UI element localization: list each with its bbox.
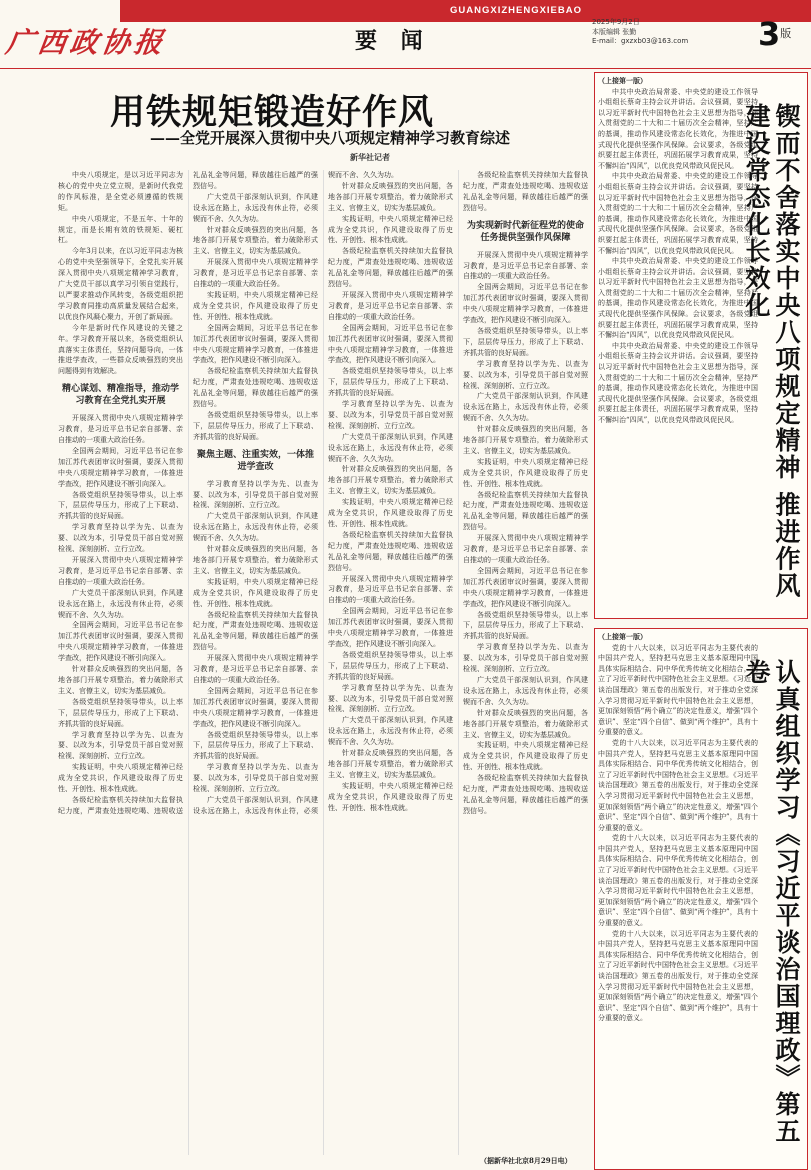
issue-info xyxy=(592,18,688,47)
article-paragraph: 针对群众反映强烈的突出问题，各地各部门开展专项整治，着力破除形式主义、官僚主义，切实为基层减负。 xyxy=(328,181,453,212)
editor-line: 本版编辑 张勤 xyxy=(592,27,637,36)
email-line: E-mail：gxzxb03@163.com xyxy=(592,37,689,45)
article-paragraph: 实践证明，中央八项规定精神已经成为全党共识，作风建设取得了历史性、开创性、根本性成就。 xyxy=(463,741,588,772)
article-paragraph: 针对群众反映强烈的突出问题，各地各部门开展专项整治，着力破除形式主义、官僚主义，切实为基层减负。 xyxy=(193,545,318,575)
sidebar-title: 锲而不舍落实中央八项规定精神 推进作风建设常态化长效化 xyxy=(742,103,801,600)
article-paragraph: 广大党员干部深刻认识到，作风建设永远在路上，永远没有休止符，必须锲而不舍、久久为功。 xyxy=(193,512,318,543)
article-paragraph: 针对群众反映强烈的突出问题，各地各部门开展专项整治，着力破除形式主义、官僚主义，切实为基层减负。 xyxy=(193,225,318,256)
article-paragraph: 全国两会期间，习近平总书记在参加江苏代表团审议时强调，要深入贯彻中央八项规定精神学习教育，一体推进学查改，把作风建设不断引向深入。 xyxy=(58,446,183,488)
article-paragraph: 开展深入贯彻中央八项规定精神学习教育，是习近平总书记亲自部署、亲自推动的一项重大政治任务。 xyxy=(463,534,588,564)
article-paragraph: 各级党组织坚持领导带头，以上率下，层层传导压力，形成了上下联动、齐抓共管的良好局面。 xyxy=(463,610,588,641)
article-paragraph: 学习教育坚持以学为先、以查为要、以改为本，引导党员干部自觉对照检视、深刻剖析、立行立改。 xyxy=(328,683,453,714)
sidebar-source-label: （上接第一版） xyxy=(598,632,647,641)
article-paragraph: 广大党员干部深刻认识到，作风建设永远在路上，永远没有休止符，必须锲而不舍、久久为功。 xyxy=(58,588,183,619)
sidebar-paragraph: 党的十八大以来，以习近平同志为主要代表的中国共产党人，坚持把马克思主义基本原理同中国具体实际相结合、同中华优秀传统文化相结合，创立了习近平新时代中国特色社会主义思想。《习近平谈治国理政》第五卷的出版发行，对于推动全党深入学习贯彻习近平新时代中国特色社会主义思想，更加深刻领悟“两个确立”的决定性意义，增强“四个意识”、坚定“四个自信”、做到“两个维护”，具有十分重要的意义。 xyxy=(598,738,758,832)
article-paragraph: 全国两会期间，习近平总书记在参加江苏代表团审议时强调，要深入贯彻中央八项规定精神学习教育，一体推进学查改，把作风建设不断引向深入。 xyxy=(463,283,588,325)
article-paragraph: 各级党组织坚持领导带头，以上率下，层层传导压力，形成了上下联动、齐抓共管的良好局面。 xyxy=(193,730,318,761)
header-bar xyxy=(120,0,811,22)
article-paragraph: 针对群众反映强烈的突出问题，各地各部门开展专项整治，着力破除形式主义、官僚主义，切实为基层减负。 xyxy=(463,425,588,455)
article-paragraph: 各级党组织坚持领导带头，以上率下，层层传导压力，形成了上下联动、齐抓共管的良好局面。 xyxy=(193,410,318,441)
sidebar-paragraph: 党的十八大以来，以习近平同志为主要代表的中国共产党人，坚持把马克思主义基本原理同中国具体实际相结合、同中华优秀传统文化相结合，创立了习近平新时代中国特色社会主义思想。《习近平谈治国理政》第五卷的出版发行，对于推动全党深入学习贯彻习近平新时代中国特色社会主义思想，更加深刻领悟“两个确立”的决定性意义，增强“四个意识”、坚定“四个自信”、做到“两个维护”，具有十分重要的意义。 xyxy=(598,834,758,928)
article-byline: 新华社记者 xyxy=(350,152,390,162)
article-paragraph: 广大党员干部深刻认识到，作风建设永远在路上，永远没有休止符，必须锲而不舍、久久为功。 xyxy=(463,392,588,423)
article-paragraph: 学习教育坚持以学为先、以查为要、以改为本，引导党员干部自觉对照检视、深刻剖析、立行立改。 xyxy=(193,479,318,510)
article-paragraph: 广大党员干部深刻认识到，作风建设永远在路上，永远没有休止符，必须锲而不舍、久久为功。 xyxy=(328,716,453,747)
article-paragraph: 实践证明，中央八项规定精神已经成为全党共识，作风建设取得了历史性、开创性、根本性成就。 xyxy=(193,577,318,608)
sidebar-paragraph: 中共中央政治局常委、中央党的建设工作领导小组组长蔡奇主持会议并讲话。会议强调，要坚持以习近平新时代中国特色社会主义思想为指导，深入贯彻党的二十大和二十届历次全会精神，坚持严的基调，推动作风建设常态化长效化，为推进中国式现代化提供坚强作风保障。会议要求，各级党组织要扛起主体责任，巩固拓展学习教育成果，坚持不懈纠治“四风”，以优良党风带政风促民风。 xyxy=(598,257,758,340)
article-paragraph: 学习教育坚持以学为先、以查为要、以改为本，引导党员干部自觉对照检视、深刻剖析、立行立改。 xyxy=(58,730,183,761)
article-paragraph: 开展深入贯彻中央八项规定精神学习教育，是习近平总书记亲自部署、亲自推动的一项重大政治任务。 xyxy=(463,250,588,281)
article-paragraph: 中央八项规定，不是五年、十年的规定，而是长期有效的铁规矩、硬杠杠。 xyxy=(58,214,183,245)
article-paragraph: 各级纪检监察机关持续加大监督执纪力度，严肃查处违规吃喝、违规收送礼品礼金等问题，释放越往后越严的强烈信号。 xyxy=(193,367,318,409)
article-paragraph: 针对群众反映强烈的突出问题，各地各部门开展专项整治，着力破除形式主义、官僚主义，切实为基层减负。 xyxy=(463,708,588,739)
sidebar-paragraph: 中共中央政治局常委、中央党的建设工作领导小组组长蔡奇主持会议并讲话。会议强调，要坚持以习近平新时代中国特色社会主义思想为指导，深入贯彻党的二十大和二十届历次全会精神，坚持严的基调，推动作风建设常态化长效化，为推进中国式现代化提供坚强作风保障。会议要求，各级党组织要扛起主体责任，巩固拓展学习教育成果，坚持不懈纠治“四风”，以优良党风带政风促民风。 xyxy=(598,87,758,170)
article-paragraph: 今年是新时代作风建设的关键之年。学习教育开展以来，各级党组织认真落实主体责任，坚持问题导向，一体推进学查改，一些群众反映强烈的突出问题得到有效解决。 xyxy=(58,323,183,376)
article-paragraph: 针对群众反映强烈的突出问题，各地各部门开展专项整治，着力破除形式主义、官僚主义，切实为基层减负。 xyxy=(328,749,453,779)
paper-logo: 广西政协报 xyxy=(3,26,169,59)
article-headline: 用铁规矩锻造好作风 xyxy=(110,92,435,133)
article-paragraph: 全国两会期间，习近平总书记在参加江苏代表团审议时强调，要深入贯彻中央八项规定精神学习教育，一体推进学查改，把作风建设不断引向深入。 xyxy=(328,323,453,365)
page-number xyxy=(758,15,791,53)
article-paragraph: 各级党组织坚持领导带头，以上率下，层层传导压力，形成了上下联动、齐抓共管的良好局面。 xyxy=(58,697,183,728)
article-paragraph: 实践证明，中央八项规定精神已经成为全党共识，作风建设取得了历史性、开创性、根本性成就。 xyxy=(328,214,453,245)
header-divider xyxy=(0,68,811,69)
article-paragraph: 各级党组织坚持领导带头，以上率下，层层传导压力，形成了上下联动、齐抓共管的良好局面。 xyxy=(328,367,453,398)
article-paragraph: 学习教育坚持以学为先、以查为要、以改为本，引导党员干部自觉对照检视、深刻剖析、立行立改。 xyxy=(463,643,588,674)
article-paragraph: 各级纪检监察机关持续加大监督执纪力度，严肃查处违规吃喝、违规收送礼品礼金等问题，释放越往后越严的强烈信号。 xyxy=(463,490,588,532)
article-paragraph: 各级党组织坚持领导带头，以上率下，层层传导压力，形成了上下联动、齐抓共管的良好局面。 xyxy=(328,650,453,681)
article-paragraph: 各级纪检监察机关持续加大监督执纪力度，严肃查处违规吃喝、违规收送礼品礼金等问题，释放越往后越严的强烈信号。 xyxy=(58,171,318,815)
article-credit: （据新华社北京8月29日电） xyxy=(480,1156,572,1165)
article-paragraph: 各级党组织坚持领导带头，以上率下，层层传导压力，形成了上下联动、齐抓共管的良好局面。 xyxy=(58,490,183,521)
article-paragraph: 实践证明，中央八项规定精神已经成为全党共识，作风建设取得了历史性、开创性、根本性成就。 xyxy=(328,781,453,812)
article-subheadline: ——全党开展深入贯彻中央八项规定精神学习教育综述 xyxy=(150,129,511,147)
article-paragraph: 开展深入贯彻中央八项规定精神学习教育，是习近平总书记亲自部署、亲自推动的一项重大政治任务。 xyxy=(328,290,453,321)
sidebar-paragraph: 党的十八大以来，以习近平同志为主要代表的中国共产党人，坚持把马克思主义基本原理同中国具体实际相结合、同中华优秀传统文化相结合，创立了习近平新时代中国特色社会主义思想。《习近平谈治国理政》第五卷的出版发行，对于推动全党深入学习贯彻习近平新时代中国特色社会主义思想，更加深刻领悟“两个确立”的决定性意义，增强“四个意识”、坚定“四个自信”、做到“两个维护”，具有十分重要的意义。 xyxy=(598,929,758,1023)
sidebar-body xyxy=(598,76,758,613)
page-suffix: 版 xyxy=(780,27,792,40)
article-paragraph: 广大党员干部深刻认识到，作风建设永远在路上，永远没有休止符，必须锲而不舍、久久为功。 xyxy=(328,432,453,463)
article-body xyxy=(58,170,588,1155)
sidebar-body xyxy=(598,632,758,1164)
article-paragraph: 各级纪检监察机关持续加大监督执纪力度，严肃查处违规吃喝、违规收送礼品礼金等问题，释放越往后越严的强烈信号。 xyxy=(193,610,318,652)
article-paragraph: 各级纪检监察机关持续加大监督执纪力度，严肃查处违规吃喝、违规收送礼品礼金等问题，释放越往后越严的强烈信号。 xyxy=(328,247,453,289)
paper-pinyin: GUANGXIZHENGXIEBAO xyxy=(450,5,583,16)
article-paragraph: 实践证明，中央八项规定精神已经成为全党共识，作风建设取得了历史性、开创性、根本性成就。 xyxy=(193,290,318,321)
article-paragraph: 全国两会期间，习近平总书记在参加江苏代表团审议时强调，要深入贯彻中央八项规定精神学习教育，一体推进学查改，把作风建设不断引向深入。 xyxy=(193,323,318,365)
article-paragraph: 各级纪检监察机关持续加大监督执纪力度，严肃查处违规吃喝、违规收送礼品礼金等问题，释放越往后越严的强烈信号。 xyxy=(463,774,588,815)
article-paragraph: 针对群众反映强烈的突出问题，各地各部门开展专项整治，着力破除形式主义、官僚主义，切实为基层减负。 xyxy=(58,665,183,695)
article-paragraph: 学习教育坚持以学为先、以查为要、以改为本，引导党员干部自觉对照检视、深刻剖析、立行立改。 xyxy=(463,359,588,390)
article-paragraph: 实践证明，中央八项规定精神已经成为全党共识，作风建设取得了历史性、开创性、根本性成就。 xyxy=(58,763,183,794)
article-paragraph: 全国两会期间，习近平总书记在参加江苏代表团审议时强调，要深入贯彻中央八项规定精神学习教育，一体推进学查改，把作风建设不断引向深入。 xyxy=(463,566,588,608)
article-paragraph: 广大党员干部深刻认识到，作风建设永远在路上，永远没有休止符，必须锲而不舍、久久为功。 xyxy=(463,675,588,706)
article-paragraph: 广大党员干部深刻认识到，作风建设永远在路上，永远没有休止符，必须锲而不舍、久久为功。 xyxy=(193,171,398,815)
issue-date: 2025年9月2日 xyxy=(592,18,640,26)
sidebar-paragraph: 党的十八大以来，以习近平同志为主要代表的中国共产党人，坚持把马克思主义基本原理同中国具体实际相结合、同中华优秀传统文化相结合，创立了习近平新时代中国特色社会主义思想。《习近平谈治国理政》第五卷的出版发行，对于推动全党深入学习贯彻习近平新时代中国特色社会主义思想，更加深刻领悟“两个确立”的决定性意义，增强“四个意识”、坚定“四个自信”、做到“两个维护”，具有十分重要的意义。 xyxy=(598,643,758,737)
section-heading: 精心谋划、精准指导，推动学习教育在全党扎实开展 xyxy=(61,384,179,407)
article-paragraph: 实践证明，中央八项规定精神已经成为全党共识，作风建设取得了历史性、开创性、根本性成就。 xyxy=(328,498,453,528)
article-paragraph: 开展深入贯彻中央八项规定精神学习教育，是习近平总书记亲自部署、亲自推动的一项重大政治任务。 xyxy=(58,556,183,586)
article-paragraph: 实践证明，中央八项规定精神已经成为全党共识，作风建设取得了历史性、开创性、根本性成就。 xyxy=(463,457,588,488)
article-paragraph: 学习教育坚持以学为先、以查为要、以改为本，引导党员干部自觉对照检视、深刻剖析、立行立改。 xyxy=(328,400,453,430)
article-paragraph: 开展深入贯彻中央八项规定精神学习教育，是习近平总书记亲自部署、亲自推动的一项重大政治任务。 xyxy=(193,654,318,684)
page-number-value: 3 xyxy=(758,15,781,53)
article-paragraph: 今年3月以来，在以习近平同志为核心的党中央坚强领导下，全党扎实开展深入贯彻中央八项规定精神学习教育，广大党员干部以真学习引领自觉践行，以严要求推动作风转变，各级党组织把学习教育同推动高质量发展结合起来，以优良作风凝心聚力，开创了新局面。 xyxy=(58,247,183,321)
section-heading: 为实现新时代新征程党的使命任务提供坚强作风保障 xyxy=(466,220,584,243)
sidebar-title: 认真组织学习《习近平谈治国理政》第五卷 xyxy=(742,659,801,1145)
article-paragraph: 开展深入贯彻中央八项规定精神学习教育，是习近平总书记亲自部署、亲自推动的一项重大政治任务。 xyxy=(328,574,453,605)
article-paragraph: 全国两会期间，习近平总书记在参加江苏代表团审议时强调，要深入贯彻中央八项规定精神学习教育，一体推进学查改，把作风建设不断引向深入。 xyxy=(58,621,183,663)
article-paragraph: 开展深入贯彻中央八项规定精神学习教育，是习近平总书记亲自部署、亲自推动的一项重大政治任务。 xyxy=(193,258,318,289)
article-paragraph: 各级纪检监察机关持续加大监督执纪力度，严肃查处违规吃喝、违规收送礼品礼金等问题，释放越往后越严的强烈信号。 xyxy=(328,530,453,572)
sidebar-paragraph: 中共中央政治局常委、中央党的建设工作领导小组组长蔡奇主持会议并讲话。会议强调，要坚持以习近平新时代中国特色社会主义思想为指导，深入贯彻党的二十大和二十届历次全会精神，坚持严的基调，推动作风建设常态化长效化，为推进中国式现代化提供坚强作风保障。会议要求，各级党组织要扛起主体责任，巩固拓展学习教育成果，坚持不懈纠治“四风”，以优良党风带政风促民风。 xyxy=(598,341,758,424)
article-paragraph: 中央八项规定，是以习近平同志为核心的党中央立党立规，是新时代我党的作风标准，是全党必须遵循的铁规矩。 xyxy=(58,171,183,212)
article-paragraph: 学习教育坚持以学为先、以查为要、以改为本，引导党员干部自觉对照检视、深刻剖析、立行立改。 xyxy=(193,763,318,794)
sidebar-box-1 xyxy=(594,72,808,619)
article-paragraph: 学习教育坚持以学为先、以查为要、以改为本，引导党员干部自觉对照检视、深刻剖析、立行立改。 xyxy=(58,523,183,554)
article-paragraph: 开展深入贯彻中央八项规定精神学习教育，是习近平总书记亲自部署、亲自推动的一项重大政治任务。 xyxy=(58,414,183,445)
sidebar-source-label: （上接第一版） xyxy=(598,76,647,85)
article-paragraph: 广大党员干部深刻认识到，作风建设永远在路上，永远没有休止符，必须锲而不舍、久久为功。 xyxy=(193,192,318,223)
article-paragraph: 各级党组织坚持领导带头，以上率下，层层传导压力，形成了上下联动、齐抓共管的良好局面。 xyxy=(463,326,588,357)
sidebar-paragraph: 中共中央政治局常委、中央党的建设工作领导小组组长蔡奇主持会议并讲话。会议强调，要坚持以习近平新时代中国特色社会主义思想为指导，深入贯彻党的二十大和二十届历次全会精神，坚持严的基调，推动作风建设常态化长效化，为推进中国式现代化提供坚强作风保障。会议要求，各级党组织要扛起主体责任，巩固拓展学习教育成果，坚持不懈纠治“四风”，以优良党风带政风促民风。 xyxy=(598,172,758,255)
article-paragraph: 全国两会期间，习近平总书记在参加江苏代表团审议时强调，要深入贯彻中央八项规定精神学习教育，一体推进学查改，把作风建设不断引向深入。 xyxy=(328,607,453,648)
article-paragraph: 针对群众反映强烈的突出问题，各地各部门开展专项整治，着力破除形式主义、官僚主义，切实为基层减负。 xyxy=(328,465,453,496)
article-paragraph: 各级纪检监察机关持续加大监督执纪力度，严肃查处违规吃喝、违规收送礼品礼金等问题，释放越往后越严的强烈信号。 xyxy=(463,171,588,212)
sidebar-box-2 xyxy=(594,628,808,1170)
section-heading: 聚焦主题、注重实效，一体推进学查改 xyxy=(196,449,314,472)
article-paragraph: 全国两会期间，习近平总书记在参加江苏代表团审议时强调，要深入贯彻中央八项规定精神学习教育，一体推进学查改，把作风建设不断引向深入。 xyxy=(193,686,318,728)
section-title: 要 闻 xyxy=(355,28,431,54)
